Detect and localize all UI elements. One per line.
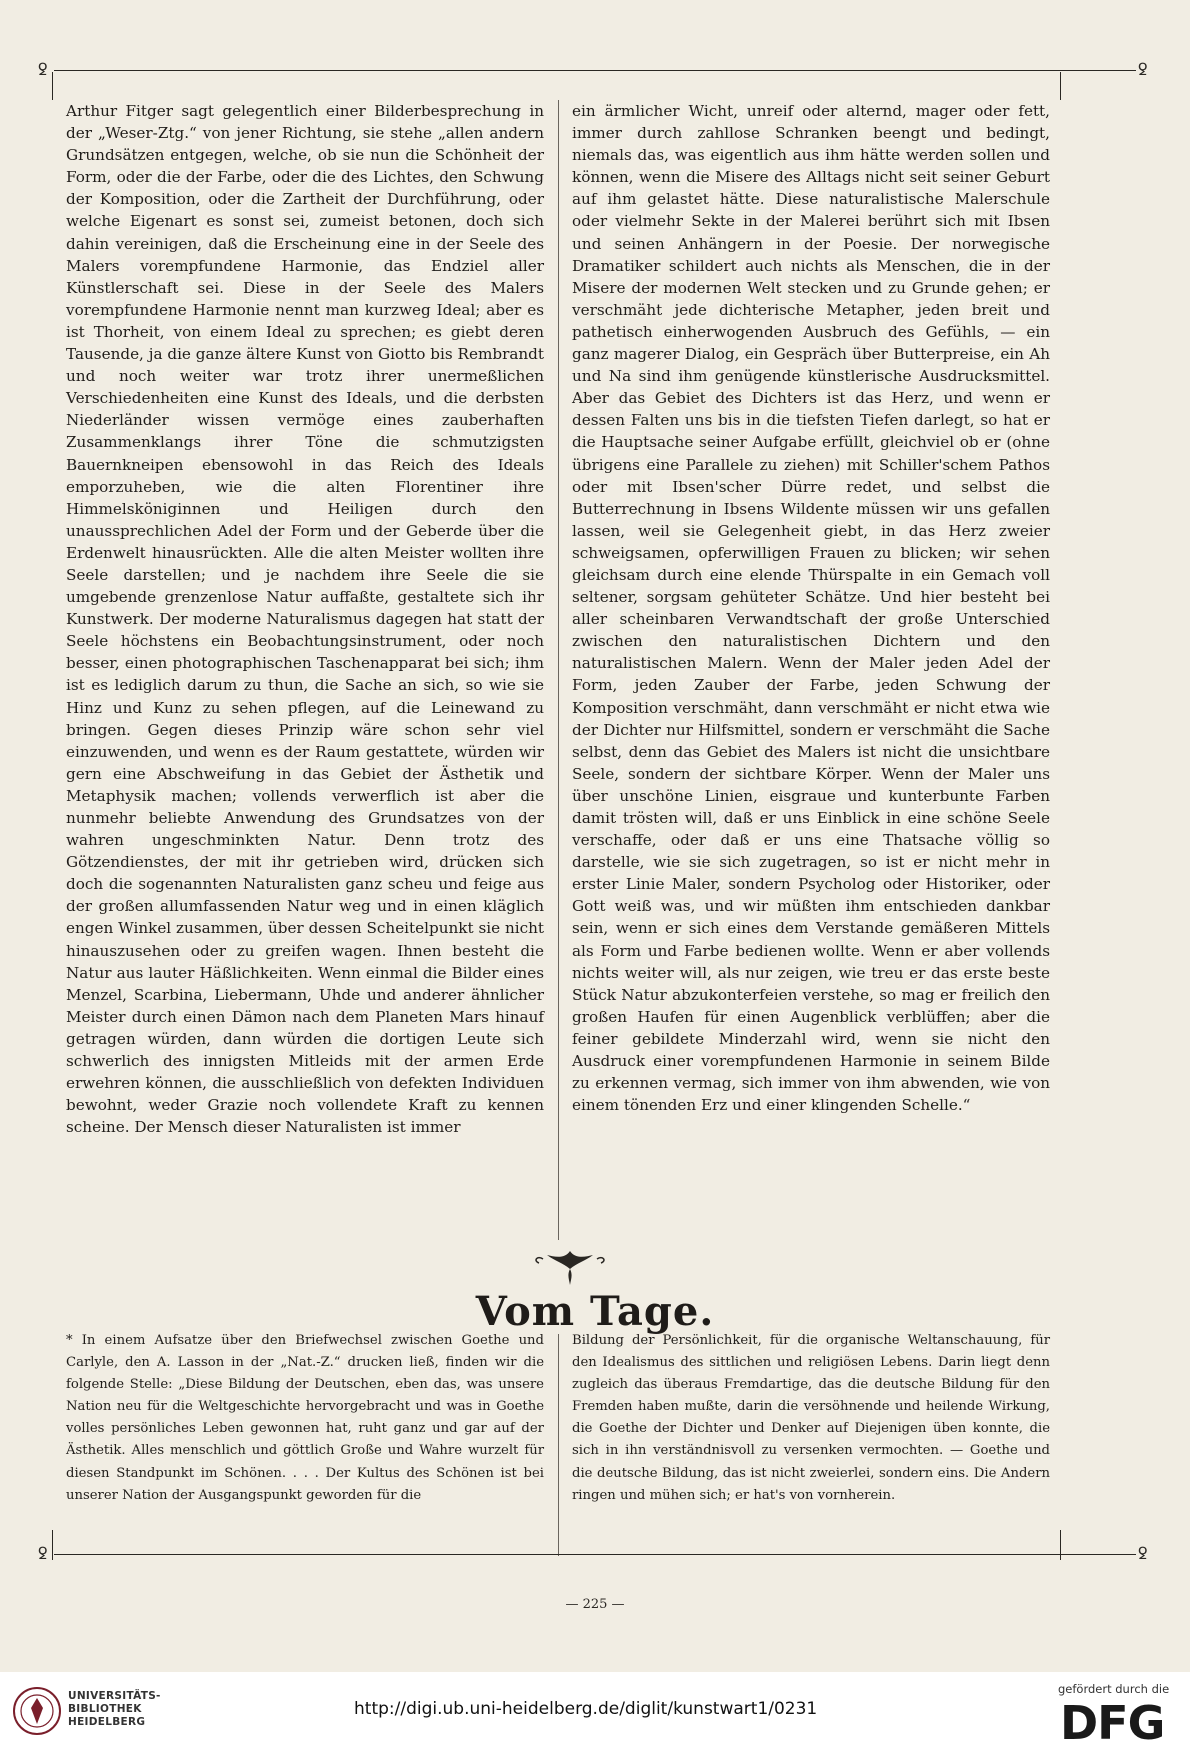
digitization-footer [0, 1672, 1190, 1757]
university-name-line: HEIDELBERG [68, 1716, 146, 1728]
column-divider [558, 100, 559, 1240]
university-name-line: UNIVERSITÄTS- [68, 1690, 161, 1702]
ornament-curl-icon: ꝿ [38, 60, 48, 79]
funded-by-label: gefördert durch die [1058, 1682, 1170, 1696]
ornament-curl-icon: ꝿ [38, 1544, 48, 1563]
ornament-curl-icon: ꝿ [1138, 60, 1148, 79]
left-border [52, 1530, 53, 1560]
bottom-rule [54, 1554, 1136, 1555]
page-number: — 225 — [565, 1597, 625, 1612]
left-border [52, 72, 53, 100]
dfg-logo[interactable]: DFG [1060, 1696, 1165, 1750]
notes-column-left [66, 1330, 544, 1507]
notes-text-right: Bildung der Persönlichkeit, für die organische Weltanschauung, für den Idealismus des sittlichen und religiösen Lebens. Darin liegt denn zugleich das überaus Fremdartige, das die deutsche Bildung für den Fremden haben mußte, darin die versöhnende und heilende Wirkung, die Goethe der Dichter und Denker auf Diejenigen üben konnte, die sich in ihn verständnisvoll zu versenken vermochten. — Goethe und die deutsche Bildung, das ist nicht zweierlei, sondern eins. Die Andern ringen und mühen sich; er hat's von vornherein. [572, 1333, 1050, 1503]
vignette-ornament-icon [525, 1247, 615, 1287]
notes-column-divider [558, 1334, 559, 1556]
section-heading: Vom Tage. [475, 1288, 715, 1335]
university-seal-icon[interactable] [12, 1686, 62, 1736]
university-name-line: BIBLIOTHEK [68, 1703, 142, 1715]
right-border [1060, 1530, 1061, 1560]
article-column-left [66, 100, 544, 1138]
ornament-curl-icon: ꝿ [1138, 1544, 1148, 1563]
article-text-right: ein ärmlicher Wicht, unreif oder alternd, mager oder fett, immer durch zahllose Schranken beengt und bedingt, niemals das, was eigentlich aus ihm hätte werden sollen und können, wenn die Misere des Alltags nicht seit seiner Geburt auf ihm gelastet hätte. Diese naturalistische Malerschule oder vielmehr Sekte in der Malerei berührt sich mit Ibsen und seinen Anhängern in der Poesie. Der norwegische Dramatiker schildert auch nichts als Menschen, die in der Misere der modernen Welt stecken und zu Grunde gehen; er verschmäht jede dichterische Metapher, jeden breit und pathetisch einherwogenden Ausbruch des Gefühls, — ein ganz magerer Dialog, ein Gespräch über Butterpreise, ein Ah und Na sind ihm genügende künstlerische Ausdrucksmittel. Aber das Gebiet des Dichters ist das Herz, und wenn er dessen Falten uns bis in die tiefsten Tiefen darlegt, so hat er die Hauptsache seiner Aufgabe erfüllt, gleichviel ob er (ohne übrigens eine Parallele zu ziehen) mit Schiller'schem Pathos oder mit Ibsen'scher Dürre redet, und selbst die Butterrechnung in Ibsens Wildente müssen wir uns gefallen lassen, weil sie Gelegenheit giebt, in das Herz zweier schweigsamen, opferwilligen Frauen zu blicken; wir sehen gleichsam durch eine elende Thürspalte in ein Gemach voll seltener, sorgsam gehüteter Schätze. Und hier besteht bei aller scheinbaren Verwandtschaft der große Unterschied zwischen den naturalistischen Dichtern und den naturalistischen Malern. Wenn der Maler jeden Adel der Form, jeden Zauber der Farbe, jeden Schwung der Komposition verschmäht, dann verschmäht er nicht etwa wie der Dichter nur Hilfsmittel, sondern er verschmäht die Sache selbst, denn das Gebiet des Malers ist nicht die unsichtbare Seele, sondern der sichtbare Körper. Wenn der Maler uns über unschöne Linien, eisgraue und kunterbunte Farben damit trösten will, daß er uns Einblick in eine schöne Seele verschaffe, oder daß er uns eine Thatsache völlig so darstelle, wie sie sich zugetragen, so ist er nicht mehr in erster Linie Maler, sondern Psycholog oder Historiker, oder Gott weiß was, und wir müßten ihm entschieden dankbar sein, wenn er sich eines dem Verstande gemäßeren Mittels als Form und Farbe bedienen wollte. Wenn er aber vollends nichts weiter will, als nur zeigen, wie treu er das erste beste Stück Natur abzukonterfeien verstehe, so mag er freilich den großen Haufen für einen Augenblick verblüffen; aber die feiner gebildete Minderzahl wird, wenn sie nicht den Ausdruck einer vorempfundenen Harmonie in seinem Bilde zu erkennen vermag, sich immer von ihm abwenden, wie von einem tönenden Erz und einer klingenden Schelle.“ [572, 102, 1050, 1115]
notes-text-left: * In einem Aufsatze über den Briefwechsel zwischen Goethe und Carlyle, den A. Lasson in der „Nat.-Z.“ drucken ließ, finden wir die folgende Stelle: „Diese Bildung der Deutschen, eben das, was unsere Nation neu für die Weltgeschichte hervorgebracht und was in Goethe volles persönliches Leben gewonnen hat, ruht ganz und gar auf der Ästhetik. Alles menschlich und göttlich Große und Wahre wurzelt für diesen Standpunkt im Schönen. . . . Der Kultus des Schönen ist bei unserer Nation der Ausgangspunkt geworden für die [66, 1333, 544, 1503]
top-rule [54, 70, 1136, 71]
university-name[interactable] [68, 1690, 161, 1729]
article-text-left: Arthur Fitger sagt gelegentlich einer Bilderbesprechung in der „Weser-Ztg.“ von jener Richtung, sie stehe „allen andern Grundsätzen entgegen, welche, ob sie nun die Schönheit der Form, oder die der Farbe, oder die des Lichtes, den Schwung der Komposition, oder die Zartheit der Durchführung, oder welche Eigenart es sonst sei, zumeist betonen, doch sich dahin vereinigen, daß die Erscheinung eine in der Seele des Malers vorempfundene Harmonie, das Endziel aller Künstlerschaft sei. Diese in der Seele des Malers vorempfundene Harmonie nennt man kurzweg Ideal; aber es ist Thorheit, von einem Ideal zu sprechen; es giebt deren Tausende, ja die ganze ältere Kunst von Giotto bis Rembrandt und noch weiter war trotz ihrer unermeßlichen Verschiedenheiten eine Kunst des Ideals, und die derbsten Niederländer wissen vermöge eines zauberhaften Zusammenklangs ihrer Töne die schmutzigsten Bauernkneipen ebensowohl in das Reich des Ideals emporzuheben, wie die alten Florentiner ihre Himmelsköniginnen und Heiligen durch den unaussprechlichen Adel der Form und der Geberde über die Erdenwelt hinausrückten. Alle die alten Meister wollten ihre Seele darstellen; und je nachdem ihre Seele die sie umgebende grenzenlose Natur auffaßte, gestaltete sich ihr Kunstwerk. Der moderne Naturalismus dagegen hat statt der Seele höchstens ein Beobachtungsinstrument, oder noch besser, einen photographischen Taschenapparat bei sich; ihm ist es lediglich darum zu thun, die Sache an sich, so wie sie Hinz und Kunz zu sehen pflegen, auf die Leinewand zu bringen. Gegen dieses Prinzip wäre schon sehr viel einzuwenden, und wenn es der Raum gestattete, würden wir gern eine Abschweifung in das Gebiet der Ästhetik und Metaphysik machen; vollends verwerflich ist aber die nunmehr beliebte Anwendung des Grundsatzes von der wahren ungeschminkten Natur. Denn trotz des Götzendienstes, der mit ihr getrieben wird, drücken sich doch die sogenannten Naturalisten ganz scheu und feige aus der großen allumfassenden Natur weg und in einen kläglich engen Winkel zusammen, über dessen Scheitelpunkt sie nicht hinauszusehen oder zu greifen wagen. Ihnen besteht die Natur aus lauter Häßlichkeiten. Wenn einmal die Bilder eines Menzel, Scarbina, Liebermann, Uhde und anderer ähnlicher Meister durch einen Dämon nach dem Planeten Mars hinauf getragen würden, dann würden die dortigen Leute sich schwerlich des innigsten Mitleids mit der armen Erde erwehren können, die ausschließlich von defekten Individuen bewohnt, weder Grazie noch vollendete Kraft zu kennen scheine. Der Mensch dieser Naturalisten ist immer [66, 102, 544, 1137]
notes-column-right [572, 1330, 1050, 1507]
right-border [1060, 72, 1061, 100]
source-url-link[interactable]: http://digi.ub.uni-heidelberg.de/diglit/kunstwart1/0231 [354, 1699, 818, 1719]
article-column-right [572, 100, 1050, 1116]
